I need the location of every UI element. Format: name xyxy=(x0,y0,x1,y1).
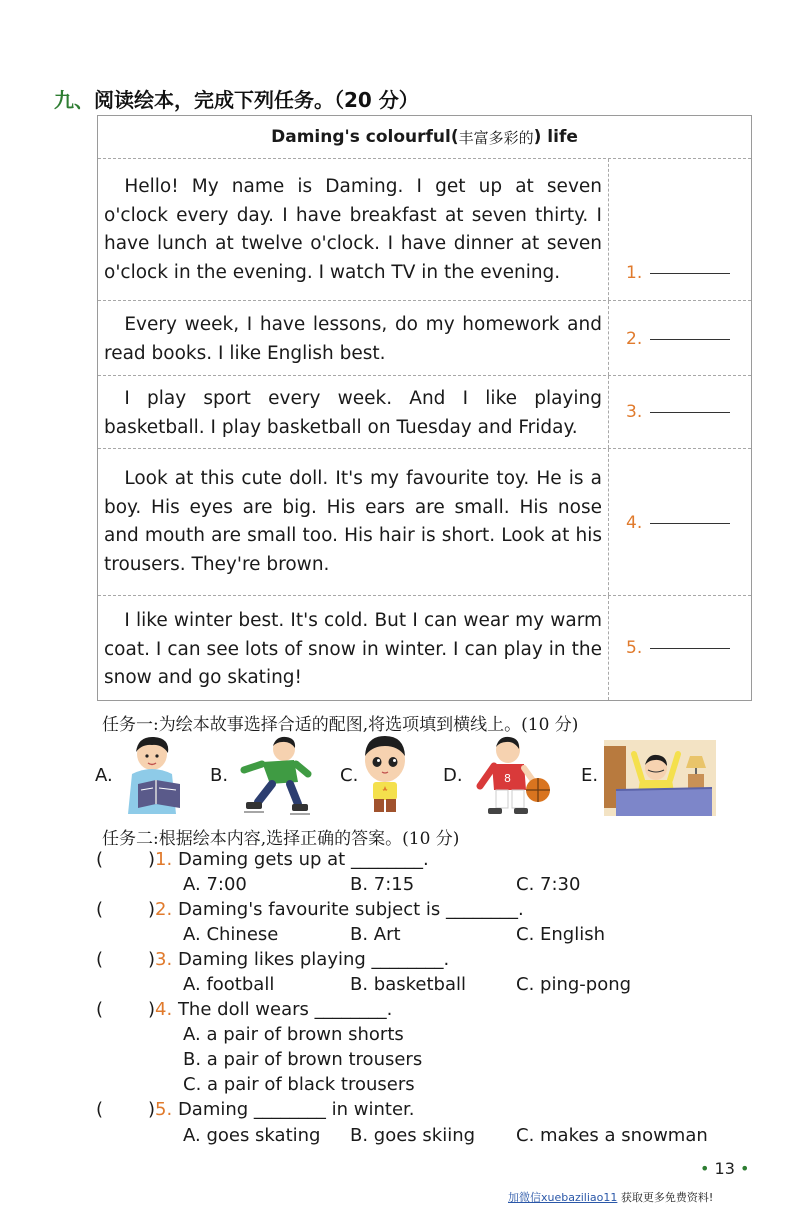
blank-number: 5. xyxy=(626,638,643,658)
story-row-4 xyxy=(98,449,751,596)
answer-blank-2[interactable] xyxy=(626,329,730,349)
answer-paren-close: ) xyxy=(148,899,156,920)
question-text: The doll wears ________. xyxy=(172,999,393,1020)
answer-paren[interactable]: ( xyxy=(96,849,104,870)
answer-blank-3[interactable] xyxy=(626,402,730,422)
boy-basketball-icon xyxy=(468,734,556,816)
blank-number: 2. xyxy=(626,329,643,349)
option-5b: B. goes skiing xyxy=(350,1125,476,1146)
option-1b: B. 7:15 xyxy=(350,874,415,895)
option-3b: B. basketball xyxy=(350,974,466,995)
section-heading xyxy=(54,84,419,113)
option-3c: C. ping-pong xyxy=(516,974,632,995)
answer-paren[interactable]: ( xyxy=(96,1099,104,1120)
boy-waking-in-bed-icon xyxy=(604,740,716,816)
option-2c: C. English xyxy=(516,924,606,945)
doll-boy-icon xyxy=(360,734,410,816)
option-2a: A. Chinese xyxy=(183,924,279,945)
question-text: Daming's favourite subject is ________. xyxy=(172,899,524,920)
answer-paren[interactable]: ( xyxy=(96,949,104,970)
task-one-instruction: 任务一:为绘本故事选择合适的配图,将选项填到横线上。(10 分) xyxy=(102,715,579,735)
option-4a: A. a pair of brown shorts xyxy=(183,1024,404,1045)
column-divider xyxy=(608,376,609,448)
question-text: Daming ________ in winter. xyxy=(172,1099,415,1120)
blank-number: 1. xyxy=(626,263,643,283)
question-text: Daming gets up at ________. xyxy=(172,849,429,870)
question-number: 2. xyxy=(155,899,173,920)
option-5a: A. goes skating xyxy=(183,1125,321,1146)
story-title-cn: 丰富多彩的 xyxy=(458,128,534,147)
story-title-part1: Daming's colourful( xyxy=(271,127,459,147)
footer-wechat-id: xuebaziliao11 xyxy=(541,1191,618,1204)
blank-number: 3. xyxy=(626,402,643,422)
option-1c: C. 7:30 xyxy=(516,874,581,895)
option-2b: B. Art xyxy=(350,924,401,945)
story-paragraph: I play sport every week. And I like playing basketball. I play basketball on Tuesday and Friday. xyxy=(104,388,602,438)
question-4 xyxy=(96,999,392,1020)
answer-paren-close: ) xyxy=(148,999,156,1020)
answer-paren[interactable]: ( xyxy=(96,999,104,1020)
question-number: 4. xyxy=(155,999,173,1020)
footer-prefix: 加微信 xyxy=(508,1191,541,1204)
boy-reading-book-icon xyxy=(118,734,190,816)
section-number: 九、 xyxy=(54,88,94,112)
answer-blank-5[interactable] xyxy=(626,638,730,658)
answer-blank-1[interactable] xyxy=(626,263,730,283)
story-title-part2: ) life xyxy=(533,127,578,147)
answer-paren-close: ) xyxy=(148,949,156,970)
answer-blank-4[interactable] xyxy=(626,513,730,533)
task-two-instruction: 任务二:根据绘本内容,选择正确的答案。(10 分) xyxy=(102,829,460,849)
option-5c: C. makes a snowman xyxy=(516,1125,708,1146)
blank-number: 4. xyxy=(626,513,643,533)
story-row-2 xyxy=(98,301,751,376)
story-row-5 xyxy=(98,596,751,700)
option-4c: C. a pair of black trousers xyxy=(183,1074,415,1095)
svg-text:8: 8 xyxy=(504,772,511,785)
story-title xyxy=(98,116,751,159)
column-divider xyxy=(608,301,609,375)
story-paragraph: Every week, I have lessons, do my homework and read books. I like English best. xyxy=(104,314,602,364)
boy-skating-icon xyxy=(232,734,312,816)
section-title: 阅读绘本，完成下列任务。（20 分） xyxy=(94,88,419,112)
footer-note xyxy=(508,1189,713,1205)
answer-paren[interactable]: ( xyxy=(96,899,104,920)
column-divider xyxy=(608,449,609,595)
answer-paren-close: ) xyxy=(148,1099,156,1120)
story-paragraph: Hello! My name is Daming. I get up at seven o'clock every day. I have breakfast at seven thirty. I have lunch at twelve o'clock. I have dinner at seven o'clock in the evening. I watch TV in the evening. xyxy=(104,176,602,283)
option-4b: B. a pair of brown trousers xyxy=(183,1049,423,1070)
story-table xyxy=(97,115,752,701)
question-number: 1. xyxy=(155,849,173,870)
question-number: 5. xyxy=(155,1099,173,1120)
question-2 xyxy=(96,899,524,920)
story-row-1 xyxy=(98,159,751,301)
question-1 xyxy=(96,849,429,870)
question-text: Daming likes playing ________. xyxy=(172,949,450,970)
story-paragraph: Look at this cute doll. It's my favourite toy. He is a boy. His eyes are big. His ears are small. His nose and mouth are small too. His hair is short. Look at his trousers. They're brown. xyxy=(104,468,602,575)
column-divider xyxy=(608,596,609,700)
picture-label-e: E. xyxy=(581,765,599,786)
column-divider xyxy=(608,159,609,300)
question-3 xyxy=(96,949,449,970)
story-paragraph: I like winter best. It's cold. But I can wear my warm coat. I can see lots of snow in winter. I can play in the snow and go skating! xyxy=(104,610,602,688)
footer-suffix: 获取更多免费资料! xyxy=(617,1191,714,1204)
bullet-dot-icon: • xyxy=(739,1159,750,1178)
picture-label-d: D. xyxy=(443,765,463,786)
option-1a: A. 7:00 xyxy=(183,874,247,895)
question-number: 3. xyxy=(155,949,173,970)
page-number xyxy=(700,1159,749,1178)
story-row-3 xyxy=(98,376,751,449)
picture-label-b: B. xyxy=(210,765,229,786)
question-5 xyxy=(96,1099,415,1120)
picture-label-c: C. xyxy=(340,765,359,786)
option-3a: A. football xyxy=(183,974,275,995)
answer-paren-close: ) xyxy=(148,849,156,870)
page-number-value: 13 xyxy=(714,1159,735,1178)
picture-label-a: A. xyxy=(95,765,113,786)
bullet-dot-icon: • xyxy=(700,1159,710,1178)
